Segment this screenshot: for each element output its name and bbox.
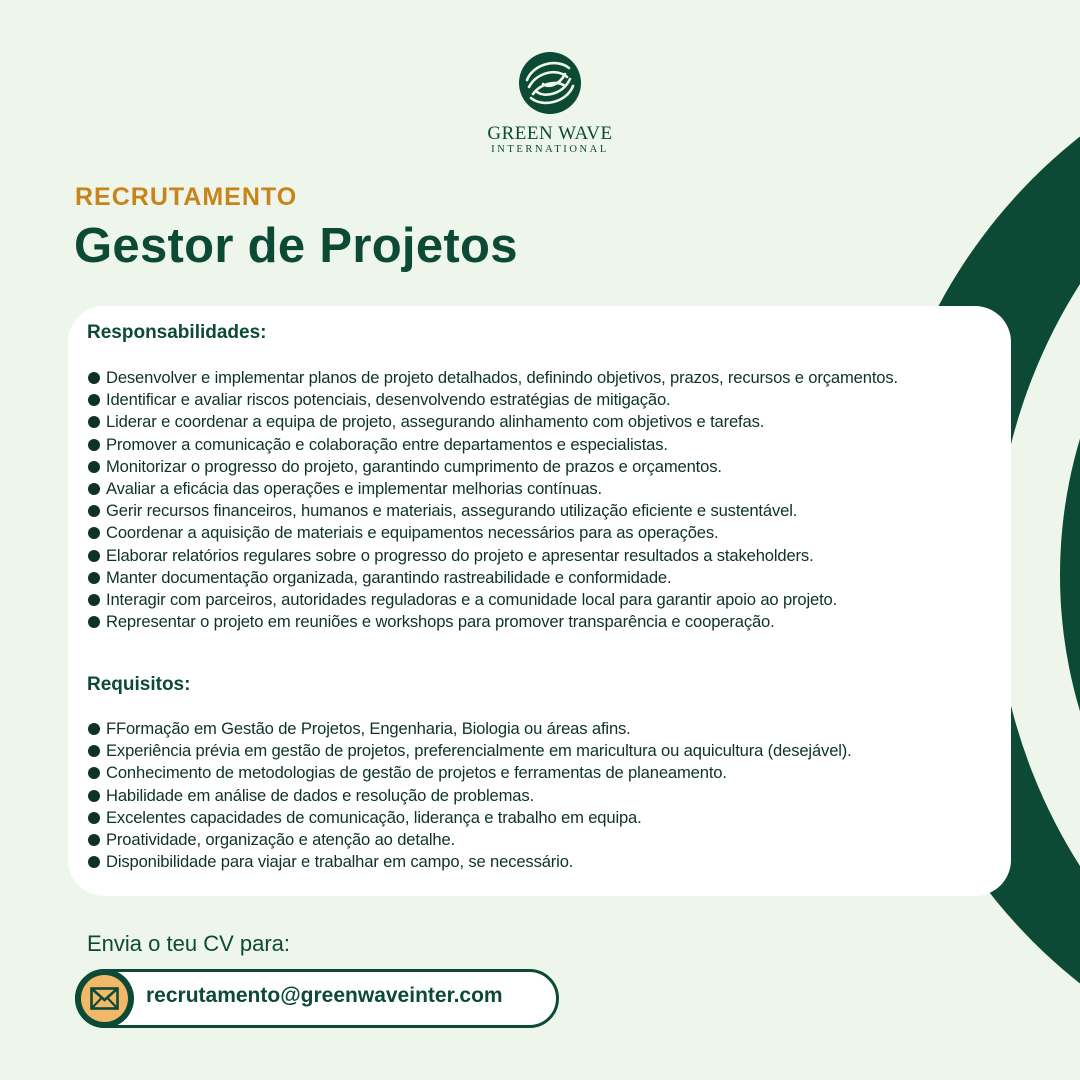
recruitment-kicker: RECRUTAMENTO	[75, 183, 298, 211]
list-item: Elaborar relatórios regulares sobre o progresso do projeto e apresentar resultados a stakeholders.	[87, 545, 987, 567]
list-item: Conhecimento de metodologias de gestão de projetos e ferramentas de planeamento.	[87, 762, 987, 784]
list-item: Avaliar a eficácia das operações e implementar melhorias contínuas.	[87, 478, 987, 500]
bullet-icon	[88, 812, 100, 824]
list-item: Disponibilidade para viajar e trabalhar em campo, se necessário.	[87, 851, 987, 873]
list-item: Representar o projeto em reuniões e workshops para promover transparência e cooperação.	[87, 611, 987, 633]
responsibilities-heading: Responsabilidades:	[87, 322, 267, 343]
list-item: Interagir com parceiros, autoridades reguladoras e a comunidade local para garantir apoio ao projeto.	[87, 589, 987, 611]
list-item: Habilidade em análise de dados e resolução de problemas.	[87, 785, 987, 807]
list-item: Promover a comunicação e colaboração entre departamentos e especialistas.	[87, 434, 987, 456]
bullet-icon	[88, 834, 100, 846]
bullet-icon	[88, 616, 100, 628]
envelope-icon	[90, 987, 119, 1010]
bullet-icon	[88, 594, 100, 606]
envelope-badge	[75, 969, 134, 1028]
email-contact-pill[interactable]	[75, 969, 559, 1028]
bullet-icon	[88, 505, 100, 517]
bullet-icon	[88, 745, 100, 757]
list-item: Monitorizar o progresso do projeto, garantindo cumprimento de prazos e orçamentos.	[87, 456, 987, 478]
list-item: Coordenar a aquisição de materiais e equipamentos necessários para as operações.	[87, 522, 987, 544]
requirements-list	[87, 718, 987, 873]
bullet-icon	[88, 527, 100, 539]
bullet-icon	[88, 439, 100, 451]
list-item: Liderar e coordenar a equipa de projeto, assegurando alinhamento com objetivos e tarefas.	[87, 411, 987, 433]
cv-call-to-action: Envia o teu CV para:	[87, 931, 291, 956]
bullet-icon	[88, 790, 100, 802]
list-item: Proatividade, organização e atenção ao detalhe.	[87, 829, 987, 851]
bullet-icon	[88, 483, 100, 495]
brand-name: GREEN WAVE	[487, 123, 613, 144]
bullet-icon	[88, 572, 100, 584]
list-item: Manter documentação organizada, garantindo rastreabilidade e conformidade.	[87, 567, 987, 589]
page-title: Gestor de Projetos	[74, 219, 518, 273]
list-item: Desenvolver e implementar planos de projeto detalhados, definindo objetivos, prazos, recursos e orçamentos.	[87, 367, 987, 389]
bullet-icon	[88, 856, 100, 868]
brand-subtitle: INTERNATIONAL	[491, 144, 609, 155]
list-item: Experiência prévia em gestão de projetos, preferencialmente em maricultura ou aquicultura (desejável).	[87, 740, 987, 762]
list-item: Gerir recursos financeiros, humanos e materiais, assegurando utilização eficiente e sustentável.	[87, 500, 987, 522]
bullet-icon	[88, 372, 100, 384]
bullet-icon	[88, 416, 100, 428]
green-wave-logo-icon	[517, 50, 583, 116]
bullet-icon	[88, 550, 100, 562]
bullet-icon	[88, 461, 100, 473]
list-item: Excelentes capacidades de comunicação, liderança e trabalho em equipa.	[87, 807, 987, 829]
bullet-icon	[88, 723, 100, 735]
brand-logo	[480, 50, 620, 156]
job-details-card	[68, 306, 1011, 896]
bullet-icon	[88, 394, 100, 406]
email-address-link[interactable]: recrutamento@greenwaveinter.com	[146, 984, 503, 1007]
list-item: FFormação em Gestão de Projetos, Engenharia, Biologia ou áreas afins.	[87, 718, 987, 740]
requirements-heading: Requisitos:	[87, 674, 191, 695]
list-item: Identificar e avaliar riscos potenciais, desenvolvendo estratégias de mitigação.	[87, 389, 987, 411]
bullet-icon	[88, 767, 100, 779]
responsibilities-list	[87, 367, 987, 633]
